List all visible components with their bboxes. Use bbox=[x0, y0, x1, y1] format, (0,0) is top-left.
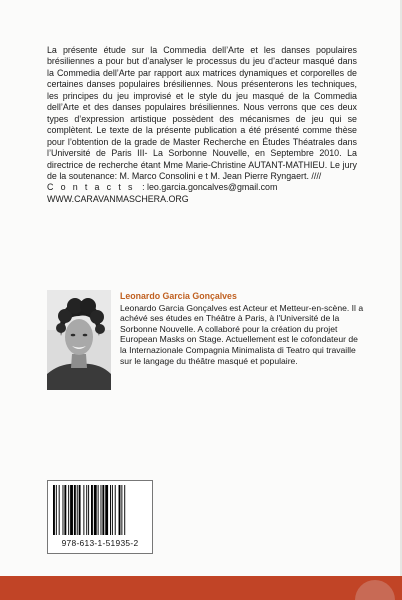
author-photo bbox=[47, 290, 111, 390]
isbn-number: 978-613-1-51935-2 bbox=[61, 538, 139, 548]
abstract-text: La présente étude sur la Commedia dell’Arte et les danses populaires brésiliennes a pour but d’analyser le processus du jeu d’acteur masqué dans la Commedia dell’Arte par rapport aux matrices dynamiques et corporelles de certaines danses populaires brésiliennes. Nous présenterons les techniques, les principes du jeu improvisé et le style du jeu masqué de la Commedia dell’Arte et des danses populaires brésiliennes. Nous verrons que ces deux types d’expression artistique possèdent des mécanismes de jeu qui se complètent. Le texte de la présente publication a été présenté comme thèse pour l’obtention de la grade de Master Recherche en Études Théatrales dans l’Université de Paris III- La Sorbonne Nouvelle, en Septembre 2010. La directrice de recherche étant Mme Marie-Christine AUTANT-MATHIEU. Le jury de la soutenance: M. Marco Consolini e t M. Jean Pierre Ryngaert. //// bbox=[47, 45, 357, 181]
isbn-barcode bbox=[47, 480, 153, 554]
author-portrait-image bbox=[47, 290, 111, 390]
publisher-mark bbox=[355, 580, 395, 600]
website: WWW.CARAVANMASCHERA.ORG bbox=[47, 193, 189, 204]
contacts-line bbox=[47, 182, 357, 193]
author-name: Leonardo Garcia Gonçalves bbox=[120, 291, 237, 301]
author-bio: Leonardo Garcia Gonçalves est Acteur et Metteur-en-scène. Il a achévé ses études en Théâtre à Paris, à l'Université de la Sorbonne Nouvelle. A collaboré pour la création du projet European Masks on Stage. Actuellement est le cofondateur de la Internazionale Compagnia Minimalista di Teatro qui travaille sur le langage du théâtre masqué et populaire. bbox=[120, 302, 364, 366]
abstract-block bbox=[47, 45, 357, 205]
contacts-label: Contacts bbox=[47, 182, 140, 193]
contacts-email: : leo.garcia.goncalves@gmail.com bbox=[142, 182, 278, 193]
footer-band bbox=[0, 576, 402, 600]
barcode-image bbox=[52, 485, 148, 535]
author-bio-block bbox=[120, 291, 364, 366]
